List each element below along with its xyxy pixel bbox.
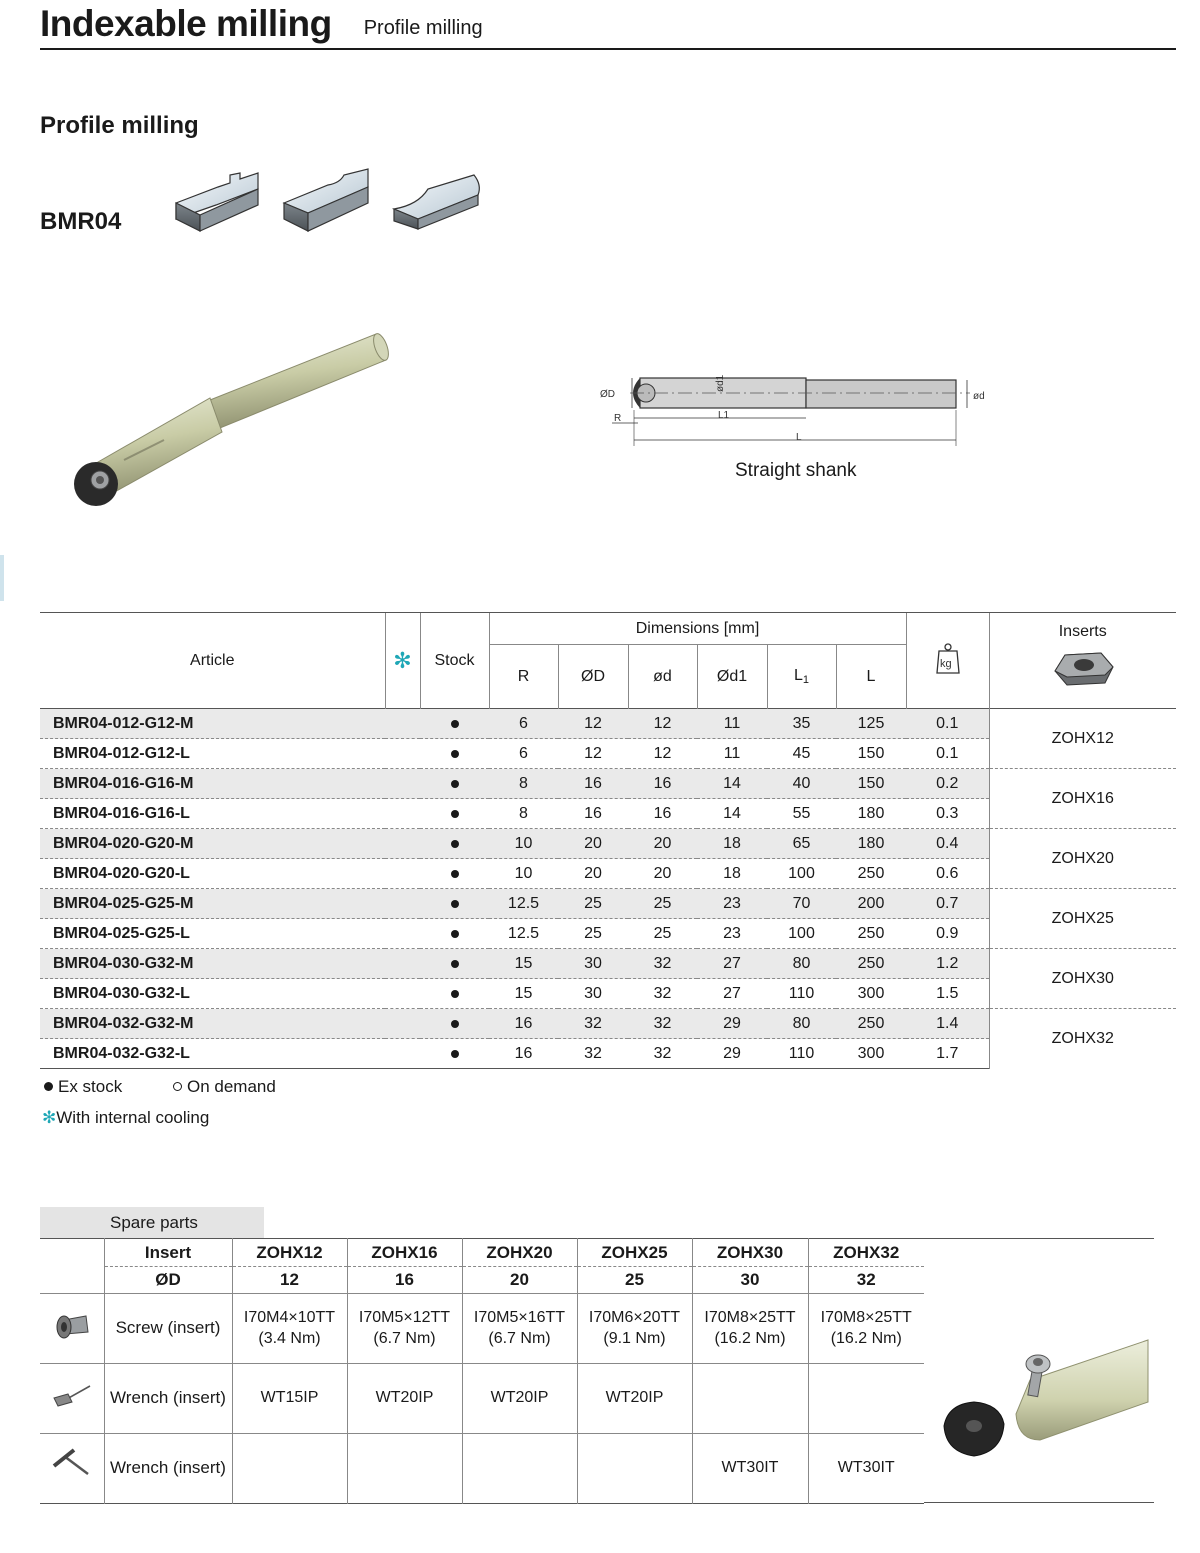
article-cell: BMR04-020-G20-L bbox=[40, 859, 385, 889]
spare-insert-zohx25: ZOHX25 bbox=[577, 1239, 692, 1267]
cooling-cell bbox=[385, 889, 420, 919]
table-row bbox=[40, 889, 1176, 919]
od-small-cell: 32 bbox=[628, 1009, 697, 1039]
table-row bbox=[40, 769, 1176, 799]
col-header-inserts-label: Inserts bbox=[1058, 623, 1107, 640]
cooling-legend-icon: ✻ bbox=[42, 1108, 57, 1127]
od-big-cell: 30 bbox=[558, 979, 628, 1009]
spare-top-rule bbox=[924, 1238, 1154, 1239]
r-cell: 15 bbox=[489, 949, 558, 979]
stock-cell bbox=[420, 709, 489, 739]
screw-icon bbox=[50, 1310, 94, 1340]
l1-cell: 110 bbox=[767, 1039, 836, 1069]
weight-cell: 0.6 bbox=[906, 859, 989, 889]
ex-stock-dot-icon bbox=[451, 750, 459, 758]
r-cell: 6 bbox=[489, 739, 558, 769]
profile-shapes-illustration bbox=[170, 165, 490, 240]
profile-shape-1 bbox=[176, 173, 258, 231]
stock-cell bbox=[420, 979, 489, 1009]
cooling-cell bbox=[385, 979, 420, 1009]
r-cell: 16 bbox=[489, 1009, 558, 1039]
spare-d-25: 25 bbox=[577, 1267, 692, 1294]
l1-cell: 100 bbox=[767, 919, 836, 949]
stock-cell bbox=[420, 829, 489, 859]
article-cell: BMR04-032-G32-L bbox=[40, 1039, 385, 1069]
spare-d-16: 16 bbox=[347, 1267, 462, 1294]
article-cell: BMR04-030-G32-M bbox=[40, 949, 385, 979]
l-cell: 150 bbox=[836, 769, 906, 799]
od-small-cell: 20 bbox=[628, 859, 697, 889]
section-title: Profile milling bbox=[40, 112, 199, 139]
l-cell: 150 bbox=[836, 739, 906, 769]
stock-cell bbox=[420, 769, 489, 799]
t-wrench-icon bbox=[50, 1448, 94, 1482]
stock-cell bbox=[420, 1009, 489, 1039]
screw-torque: (3.4 Nm) bbox=[258, 1329, 321, 1347]
spare-d-20: 20 bbox=[462, 1267, 577, 1294]
article-cell: BMR04-012-G12-L bbox=[40, 739, 385, 769]
spare-wrench1-label: Wrench (insert) bbox=[104, 1364, 232, 1434]
od1-cell: 18 bbox=[697, 829, 767, 859]
table-row bbox=[40, 949, 1176, 979]
cooling-cell bbox=[385, 1039, 420, 1069]
ex-stock-dot-icon bbox=[451, 720, 459, 728]
stock-cell bbox=[420, 1039, 489, 1069]
cooling-cell bbox=[385, 799, 420, 829]
spare-screw-25 bbox=[577, 1294, 692, 1364]
od-big-cell: 30 bbox=[558, 949, 628, 979]
spare-parts-table bbox=[40, 1238, 924, 1504]
insert-cell: ZOHX20 bbox=[989, 829, 1176, 889]
tool-photo bbox=[60, 320, 400, 520]
spare-row-wrench-2 bbox=[40, 1434, 924, 1504]
cooling-cell bbox=[385, 859, 420, 889]
table-row bbox=[40, 1009, 1176, 1039]
od1-cell: 29 bbox=[697, 1039, 767, 1069]
series-name: BMR04 bbox=[40, 208, 122, 235]
filled-dot-icon bbox=[44, 1082, 53, 1091]
spare-wrench1-30 bbox=[692, 1364, 808, 1434]
spare-insert-zohx12: ZOHX12 bbox=[232, 1239, 347, 1267]
col-header-inserts bbox=[989, 613, 1176, 709]
od-small-cell: 20 bbox=[628, 829, 697, 859]
col-header-l1-letter: L bbox=[793, 667, 803, 684]
od-small-cell: 32 bbox=[628, 1039, 697, 1069]
page-subtitle: Profile milling bbox=[363, 17, 483, 39]
od1-cell: 18 bbox=[697, 859, 767, 889]
profile-shape-2 bbox=[284, 169, 368, 231]
r-cell: 16 bbox=[489, 1039, 558, 1069]
od-small-cell: 32 bbox=[628, 949, 697, 979]
screw-code: I70M6×20TT bbox=[588, 1308, 681, 1326]
insert-cell: ZOHX12 bbox=[989, 709, 1176, 769]
drawing-label-od: ØD bbox=[600, 389, 615, 400]
flag-wrench-icon bbox=[50, 1380, 94, 1410]
screw-code: I70M5×12TT bbox=[358, 1308, 451, 1326]
cooling-cell bbox=[385, 919, 420, 949]
od-big-cell: 12 bbox=[558, 739, 628, 769]
ex-stock-dot-icon bbox=[451, 1050, 459, 1058]
col-header-weight bbox=[906, 613, 989, 709]
l-cell: 250 bbox=[836, 919, 906, 949]
r-cell: 8 bbox=[489, 769, 558, 799]
weight-kg-icon bbox=[935, 641, 961, 675]
l-cell: 200 bbox=[836, 889, 906, 919]
weight-cell: 1.7 bbox=[906, 1039, 989, 1069]
open-dot-icon bbox=[173, 1082, 182, 1091]
stock-cell bbox=[420, 739, 489, 769]
od-big-cell: 32 bbox=[558, 1009, 628, 1039]
legend-ex-stock bbox=[44, 1077, 122, 1097]
r-cell: 15 bbox=[489, 979, 558, 1009]
profile-shape-3 bbox=[394, 175, 479, 229]
spare-d-12: 12 bbox=[232, 1267, 347, 1294]
stock-cell bbox=[420, 949, 489, 979]
drawing-label-od1: ød1 bbox=[715, 374, 726, 392]
screw-torque: (16.2 Nm) bbox=[714, 1329, 786, 1347]
spare-insert-zohx20: ZOHX20 bbox=[462, 1239, 577, 1267]
od-big-cell: 25 bbox=[558, 919, 628, 949]
stock-legend bbox=[44, 1076, 276, 1097]
screw-code: I70M5×16TT bbox=[473, 1308, 566, 1326]
l1-cell: 65 bbox=[767, 829, 836, 859]
od1-cell: 14 bbox=[697, 769, 767, 799]
od-small-cell: 12 bbox=[628, 709, 697, 739]
od-big-cell: 20 bbox=[558, 859, 628, 889]
insert-cell: ZOHX25 bbox=[989, 889, 1176, 949]
od1-cell: 11 bbox=[697, 709, 767, 739]
stock-cell bbox=[420, 889, 489, 919]
l-cell: 250 bbox=[836, 1009, 906, 1039]
spare-screw-12 bbox=[232, 1294, 347, 1364]
spare-wrench1-25: WT20IP bbox=[577, 1364, 692, 1434]
page-edge-marker bbox=[0, 555, 4, 601]
spare-wrench2-12 bbox=[232, 1434, 347, 1504]
od-small-cell: 25 bbox=[628, 889, 697, 919]
col-header-od-small: ød bbox=[628, 645, 697, 709]
cooling-legend-label: With internal cooling bbox=[56, 1108, 210, 1127]
spare-parts-tab: Spare parts bbox=[40, 1207, 264, 1238]
article-cell: BMR04-020-G20-M bbox=[40, 829, 385, 859]
l-cell: 180 bbox=[836, 799, 906, 829]
screw-code: I70M8×25TT bbox=[820, 1308, 912, 1326]
insert-cell: ZOHX30 bbox=[989, 949, 1176, 1009]
spare-row-d-label: ØD bbox=[104, 1267, 232, 1294]
l1-cell: 110 bbox=[767, 979, 836, 1009]
r-cell: 8 bbox=[489, 799, 558, 829]
l1-cell: 80 bbox=[767, 1009, 836, 1039]
article-cell: BMR04-016-G16-L bbox=[40, 799, 385, 829]
od1-cell: 23 bbox=[697, 919, 767, 949]
col-header-od1: Ød1 bbox=[697, 645, 767, 709]
spare-screw-20 bbox=[462, 1294, 577, 1364]
drawing-caption: Straight shank bbox=[735, 460, 857, 481]
weight-cell: 0.9 bbox=[906, 919, 989, 949]
od-big-cell: 32 bbox=[558, 1039, 628, 1069]
spare-d-32: 32 bbox=[808, 1267, 924, 1294]
screw-code: I70M8×25TT bbox=[704, 1308, 796, 1326]
weight-cell: 0.7 bbox=[906, 889, 989, 919]
ex-stock-dot-icon bbox=[451, 810, 459, 818]
spare-wrench2-32: WT30IT bbox=[808, 1434, 924, 1504]
article-cell: BMR04-025-G25-M bbox=[40, 889, 385, 919]
spare-screw-label: Screw (insert) bbox=[104, 1294, 232, 1364]
page-title: Indexable milling bbox=[40, 3, 332, 44]
spare-row-screw bbox=[40, 1294, 924, 1364]
r-cell: 10 bbox=[489, 829, 558, 859]
col-header-stock: Stock bbox=[420, 613, 489, 709]
od1-cell: 23 bbox=[697, 889, 767, 919]
cooling-cell bbox=[385, 829, 420, 859]
cooling-cell bbox=[385, 1009, 420, 1039]
ex-stock-dot-icon bbox=[451, 870, 459, 878]
page-header bbox=[40, 4, 1176, 50]
table-row bbox=[40, 709, 1176, 739]
ex-stock-dot-icon bbox=[451, 780, 459, 788]
cooling-icon: ✻ bbox=[393, 647, 412, 673]
col-header-cooling bbox=[385, 613, 420, 709]
stock-cell bbox=[420, 799, 489, 829]
spare-screw-16 bbox=[347, 1294, 462, 1364]
weight-kg-label: kg bbox=[939, 658, 952, 670]
spare-screw-32 bbox=[808, 1294, 924, 1364]
l-cell: 250 bbox=[836, 859, 906, 889]
col-header-od-big: ØD bbox=[558, 645, 628, 709]
legend-on-demand bbox=[173, 1077, 276, 1097]
od-big-cell: 16 bbox=[558, 799, 628, 829]
l1-cell: 45 bbox=[767, 739, 836, 769]
weight-cell: 0.3 bbox=[906, 799, 989, 829]
spare-row-wrench-1 bbox=[40, 1364, 924, 1434]
od1-cell: 27 bbox=[697, 949, 767, 979]
spare-wrench1-12: WT15IP bbox=[232, 1364, 347, 1434]
stock-cell bbox=[420, 919, 489, 949]
od1-cell: 11 bbox=[697, 739, 767, 769]
spare-insert-zohx32: ZOHX32 bbox=[808, 1239, 924, 1267]
od-small-cell: 12 bbox=[628, 739, 697, 769]
l-cell: 180 bbox=[836, 829, 906, 859]
spare-wrench1-20: WT20IP bbox=[462, 1364, 577, 1434]
drawing-label-od-shank: ød bbox=[973, 391, 985, 402]
cooling-cell bbox=[385, 709, 420, 739]
ex-stock-dot-icon bbox=[451, 900, 459, 908]
legend-ex-stock-label: Ex stock bbox=[58, 1076, 123, 1096]
spare-insert-zohx30: ZOHX30 bbox=[692, 1239, 808, 1267]
insert-cell: ZOHX16 bbox=[989, 769, 1176, 829]
legend-on-demand-label: On demand bbox=[186, 1076, 276, 1096]
col-header-l: L bbox=[836, 645, 906, 709]
l1-cell: 35 bbox=[767, 709, 836, 739]
od1-cell: 27 bbox=[697, 979, 767, 1009]
technical-drawing bbox=[590, 360, 1010, 460]
screw-torque: (16.2 Nm) bbox=[830, 1329, 902, 1347]
insert-cell: ZOHX32 bbox=[989, 1009, 1176, 1069]
od-small-cell: 16 bbox=[628, 799, 697, 829]
spare-wrench1-16: WT20IP bbox=[347, 1364, 462, 1434]
l-cell: 250 bbox=[836, 949, 906, 979]
l-cell: 300 bbox=[836, 979, 906, 1009]
od-small-cell: 25 bbox=[628, 919, 697, 949]
col-header-dimensions: Dimensions [mm] bbox=[489, 613, 906, 645]
weight-cell: 1.4 bbox=[906, 1009, 989, 1039]
screw-code: I70M4×10TT bbox=[243, 1308, 336, 1326]
spare-wrench1-32 bbox=[808, 1364, 924, 1434]
spare-insert-zohx16: ZOHX16 bbox=[347, 1239, 462, 1267]
cooling-cell bbox=[385, 769, 420, 799]
spare-parts-photo bbox=[930, 1320, 1155, 1480]
od1-cell: 14 bbox=[697, 799, 767, 829]
r-cell: 6 bbox=[489, 709, 558, 739]
od-small-cell: 32 bbox=[628, 979, 697, 1009]
od-big-cell: 25 bbox=[558, 889, 628, 919]
weight-cell: 0.1 bbox=[906, 709, 989, 739]
r-cell: 10 bbox=[489, 859, 558, 889]
l-cell: 125 bbox=[836, 709, 906, 739]
ex-stock-dot-icon bbox=[451, 930, 459, 938]
spare-wrench2-20 bbox=[462, 1434, 577, 1504]
l-cell: 300 bbox=[836, 1039, 906, 1069]
ex-stock-dot-icon bbox=[451, 1020, 459, 1028]
product-table bbox=[40, 612, 1176, 1069]
screw-torque: (6.7 Nm) bbox=[488, 1329, 551, 1347]
drawing-label-r: R bbox=[614, 413, 622, 424]
weight-cell: 0.2 bbox=[906, 769, 989, 799]
article-cell: BMR04-032-G32-M bbox=[40, 1009, 385, 1039]
stock-cell bbox=[420, 859, 489, 889]
screw-torque: (6.7 Nm) bbox=[373, 1329, 436, 1347]
spare-wrench2-25 bbox=[577, 1434, 692, 1504]
l1-cell: 40 bbox=[767, 769, 836, 799]
l1-cell: 70 bbox=[767, 889, 836, 919]
spare-bottom-rule bbox=[924, 1502, 1154, 1503]
od-big-cell: 12 bbox=[558, 709, 628, 739]
r-cell: 12.5 bbox=[489, 889, 558, 919]
od-big-cell: 20 bbox=[558, 829, 628, 859]
cooling-cell bbox=[385, 949, 420, 979]
r-cell: 12.5 bbox=[489, 919, 558, 949]
l1-cell: 55 bbox=[767, 799, 836, 829]
article-cell: BMR04-030-G32-L bbox=[40, 979, 385, 1009]
insert-icon bbox=[1045, 645, 1121, 693]
screw-torque: (9.1 Nm) bbox=[603, 1329, 666, 1347]
weight-cell: 1.2 bbox=[906, 949, 989, 979]
ex-stock-dot-icon bbox=[451, 960, 459, 968]
l1-cell: 100 bbox=[767, 859, 836, 889]
col-header-l1 bbox=[767, 645, 836, 709]
spare-wrench2-30: WT30IT bbox=[692, 1434, 808, 1504]
article-cell: BMR04-012-G12-M bbox=[40, 709, 385, 739]
ex-stock-dot-icon bbox=[451, 990, 459, 998]
weight-cell: 0.4 bbox=[906, 829, 989, 859]
spare-d-30: 30 bbox=[692, 1267, 808, 1294]
l1-cell: 80 bbox=[767, 949, 836, 979]
col-header-article: Article bbox=[40, 613, 385, 709]
od-big-cell: 16 bbox=[558, 769, 628, 799]
table-row bbox=[40, 829, 1176, 859]
drawing-label-l: L bbox=[796, 432, 802, 443]
col-header-l1-subscript: 1 bbox=[802, 674, 810, 686]
weight-cell: 1.5 bbox=[906, 979, 989, 1009]
drawing-label-l1: L1 bbox=[718, 410, 730, 421]
od1-cell: 29 bbox=[697, 1009, 767, 1039]
cooling-cell bbox=[385, 739, 420, 769]
article-cell: BMR04-016-G16-M bbox=[40, 769, 385, 799]
weight-cell: 0.1 bbox=[906, 739, 989, 769]
article-cell: BMR04-025-G25-L bbox=[40, 919, 385, 949]
ex-stock-dot-icon bbox=[451, 840, 459, 848]
cooling-legend bbox=[42, 1108, 209, 1128]
spare-wrench2-label: Wrench (insert) bbox=[104, 1434, 232, 1504]
spare-wrench2-16 bbox=[347, 1434, 462, 1504]
spare-screw-30 bbox=[692, 1294, 808, 1364]
od-small-cell: 16 bbox=[628, 769, 697, 799]
col-header-r: R bbox=[489, 645, 558, 709]
spare-row-insert-label: Insert bbox=[104, 1239, 232, 1267]
